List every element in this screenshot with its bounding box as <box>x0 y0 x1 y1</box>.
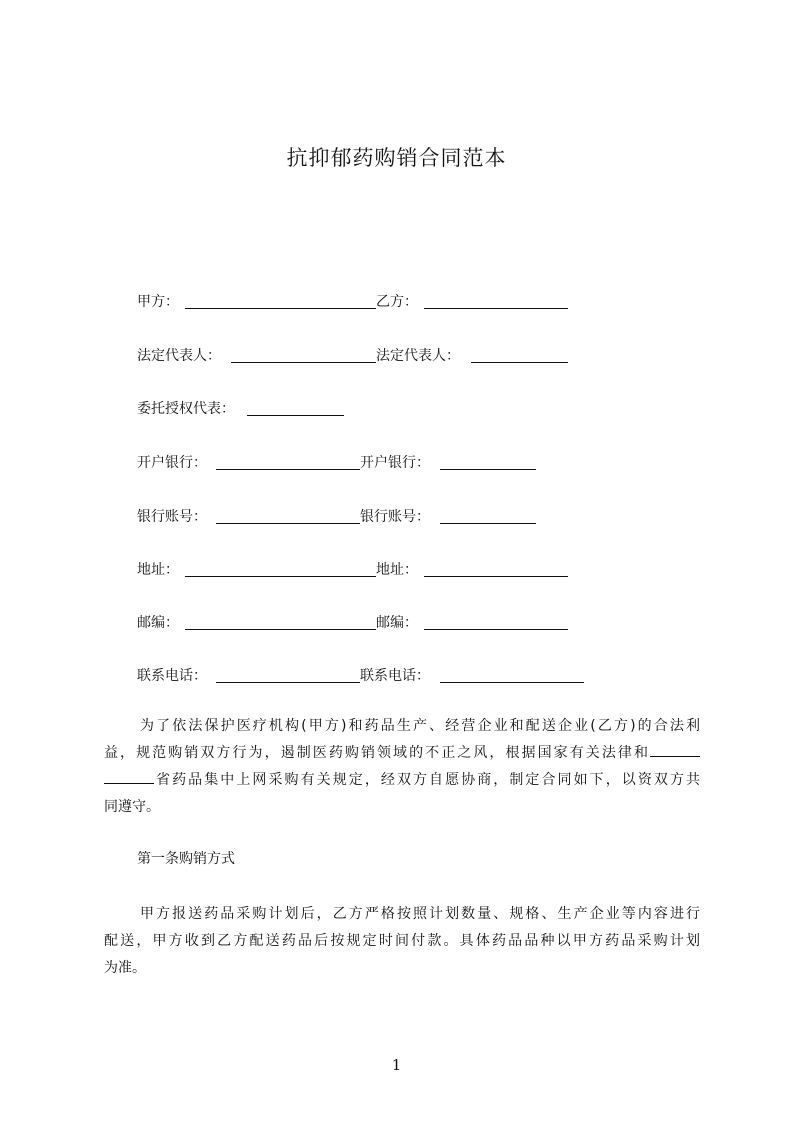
article-1-line-3: 为准。 <box>104 960 146 976</box>
field-label-account-a: 银行账号： <box>137 509 207 525</box>
field-label-postcode-a: 邮编： <box>137 615 179 631</box>
blank-line-bank-a <box>216 469 360 470</box>
article-1-paragraph <box>104 901 700 982</box>
field-label-address-b: 地址： <box>376 562 418 578</box>
intro-line-1: 为了依法保护医疗机构(甲方)和药品生产、经营企业和配送企业(乙方)的合法利 <box>140 718 700 734</box>
page-number: 1 <box>391 1056 402 1074</box>
field-label-legal-rep-a: 法定代表人： <box>137 348 221 364</box>
article-1-heading: 第一条购销方式 <box>137 851 235 867</box>
intro-paragraph <box>104 713 700 821</box>
field-label-party-b: 乙方： <box>376 294 418 310</box>
field-label-postcode-b: 邮编： <box>376 615 418 631</box>
blank-line-authorized-rep <box>247 415 344 416</box>
field-label-address-a: 地址： <box>137 562 179 578</box>
blank-line-postcode-b <box>424 629 568 630</box>
intro-line-4: 同遵守。 <box>104 799 160 815</box>
blank-line-province <box>104 769 154 784</box>
blank-line-bank-b <box>440 469 536 470</box>
page-title: 抗抑郁药购销合同范本 <box>286 146 507 170</box>
blank-line-phone-a <box>216 682 360 683</box>
blank-line-account-a <box>216 523 360 524</box>
blank-line-party-b <box>424 308 568 309</box>
field-label-legal-rep-b: 法定代表人： <box>376 348 460 364</box>
blank-line-legal-rep-b <box>471 362 568 363</box>
field-label-phone-a: 联系电话： <box>137 668 207 684</box>
field-label-authorized-rep: 委托授权代表： <box>137 401 235 417</box>
blank-line-party-a <box>185 308 376 309</box>
blank-line-address-b <box>424 576 568 577</box>
field-label-bank-b: 开户银行： <box>360 455 430 471</box>
intro-line-3 <box>104 767 700 794</box>
intro-line-3-text: 省药品集中上网采购有关规定，经双方自愿协商，制定合同如下，以资双方共 <box>154 772 700 788</box>
blank-line-account-b <box>440 523 536 524</box>
blank-line-address-a <box>185 576 376 577</box>
field-label-phone-b: 联系电话： <box>360 668 430 684</box>
blank-line-law <box>650 742 700 757</box>
field-label-bank-a: 开户银行： <box>137 455 207 471</box>
field-label-account-b: 银行账号： <box>360 509 430 525</box>
intro-line-2-text: 益，规范购销双方行为，遏制医药购销领域的不正之风，根据国家有关法律和 <box>104 745 650 761</box>
blank-line-legal-rep-a <box>231 362 376 363</box>
blank-line-postcode-a <box>185 629 376 630</box>
blank-line-phone-b <box>440 682 584 683</box>
field-label-party-a: 甲方： <box>137 294 179 310</box>
article-1-line-2: 配送，甲方收到乙方配送药品后按规定时间付款。具体药品品种以甲方药品采购计划 <box>104 933 700 949</box>
intro-line-2 <box>104 740 700 767</box>
article-1-line-1: 甲方报送药品采购计划后，乙方严格按照计划数量、规格、生产企业等内容进行 <box>140 906 700 922</box>
